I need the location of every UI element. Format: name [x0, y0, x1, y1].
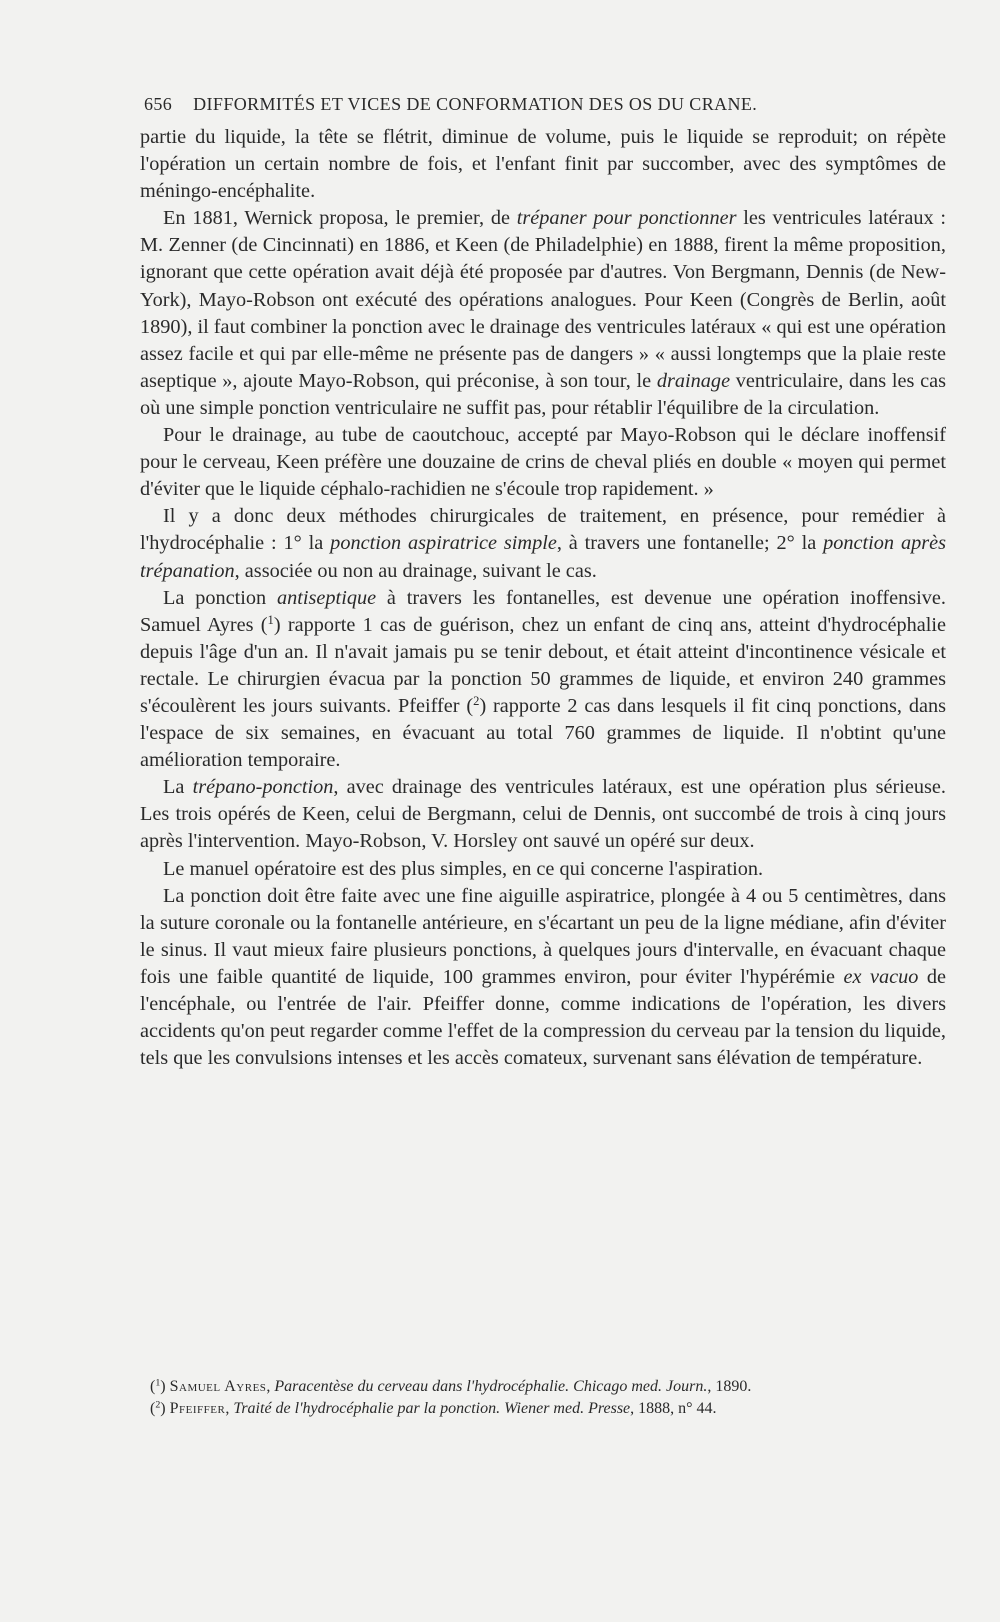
page-number: 656 — [144, 94, 173, 114]
running-title: DIFFORMITÉS ET VICES DE CONFORMATION DES OS DU CRANE. — [193, 94, 758, 114]
footnote-reference[interactable]: 1 — [267, 612, 274, 627]
paragraph-text: les ventricules latéraux : M. Zenner (de Cincinnati) en 1886, et Keen (de Philadelphie) en 1888, firent la même proposition, ignorant que cette opération avait déjà été proposée par d'autres. Von Bergmann, Dennis (de New-York), Mayo-Robson ont exécuté des opérations analogues. Pour Keen (Congrès de Berlin, août 1890), il faut combiner la ponction avec le drainage des ventricules latéraux « qui est une opération assez facile et qui par elle-même ne présente pas de dangers » « aussi longtemps que la plaie reste aseptique », ajoute Mayo-Robson, qui préconise, à son tour, le — [140, 207, 947, 392]
italic-text: trépaner pour ponctionner — [516, 207, 737, 230]
paragraph — [140, 503, 946, 584]
footnotes — [150, 1376, 950, 1420]
italic-text: ex vacuo — [843, 965, 919, 988]
paragraph-text: Le manuel opératoire est des plus simples, en ce qui concerne l'aspiration. — [163, 857, 764, 880]
paragraph-text: partie du liquide, la tête se flétrit, diminue de volume, puis le liquide se reproduit; on répète l'opération un certain nombre de fois, et l'enfant finit par succomber, avec des symptômes de méningo-encéphalite. — [140, 126, 946, 203]
footnote-title: Paracentèse du cerveau dans l'hydrocéphalie. Chicago med. Journ. — [274, 1378, 708, 1395]
paragraph — [140, 585, 946, 775]
footnote-reference[interactable]: 2 — [473, 694, 480, 709]
paragraph-text: Pour le drainage, au tube de caoutchouc, accepté par Mayo-Robson qui le déclare inoffensif pour le cerveau, Keen préfère une douzaine de crins de cheval pliés en double « moyen qui permet d'éviter que le liquide céphalo-rachidien ne s'écoule trop rapidement. » — [140, 424, 946, 501]
footnote: ($^2$) Pfeiffer, Traité de l'hydrocéphalie par la ponction. Wiener med. Presse, 1888, n° 44. — [150, 1399, 717, 1417]
footnote-author: Pfeiffer — [169, 1400, 226, 1417]
paragraph — [140, 205, 946, 422]
paragraph-text: La — [163, 776, 193, 799]
paragraph-text: Il y a donc deux méthodes chirurgicales de traitement, en présence, pour remédier à l'hydrocéphalie : 1° la — [140, 505, 946, 555]
footnote-year: , 1888, n° 44. — [630, 1400, 717, 1417]
paragraph — [140, 883, 946, 1073]
italic-text: ponction après trépanation — [140, 532, 947, 582]
italic-text: antiseptique — [276, 586, 377, 609]
italic-text: drainage — [656, 369, 731, 392]
footnote-author: Samuel Ayres — [169, 1378, 267, 1395]
running-header — [144, 94, 884, 115]
italic-text: ponction aspiratrice simple — [330, 532, 557, 555]
paragraph-text: ) rapporte 2 cas dans lesquels il fit cinq ponctions, dans l'espace de six semaines, en évacuant au total 760 grammes de liquide. Il n'obtint qu'une amélioration temporaire. — [140, 694, 946, 772]
paragraph-text: ) rapporte 1 cas de guérison, chez un enfant de cinq ans, atteint d'hydrocéphalie depuis l'âge d'un an. Il n'avait jamais pu se tenir debout, et était atteint d'incontinence vésicale et rectale. Le chirurgien évacua par la ponction 50 grammes de liquide, et environ 240 grammes s'écoulèrent les jours suivants. Pfeiffer ( — [140, 613, 946, 717]
paragraph-text: , associée ou non au drainage, suivant le cas. — [234, 559, 597, 582]
paragraph-text: La ponction doit être faite avec une fine aiguille aspiratrice, plongée à 4 ou 5 centimètres, dans la suture coronale ou la fontanelle antérieure, en s'écartant un peu de la ligne médiane, afin d'éviter le sinus. Il vaut mieux faire plusieurs ponctions, à quelques jours d'intervalle, en évacuant chaque fois une faible quantité de liquide, 100 grammes environ, pour éviter l'hypérémie — [140, 884, 946, 988]
paragraph — [140, 774, 946, 855]
main-text — [140, 124, 946, 1072]
paragraph — [140, 856, 946, 883]
footnote-year: , 1890. — [707, 1378, 752, 1395]
paragraph-text: , avec drainage des ventricules latéraux, est une opération plus sérieuse. Les trois opérés de Keen, celui de Bergmann, celui de Dennis, ont succombé de trois à cinq jours après l'intervention. Mayo-Robson, V. Horsley ont sauvé un opéré sur deux. — [140, 776, 947, 853]
footnote-mark: 2 — [155, 1399, 161, 1411]
paragraph-text: de l'encéphale, ou l'entrée de l'air. Pfeiffer donne, comme indications de l'opération, les divers accidents qu'on peut regarder comme l'effet de la compression du cerveau par la tension du liquide, tels que les convulsions intenses et les accès comateux, survenant sans élévation de température. — [140, 965, 946, 1070]
paragraph-text: ventriculaire, dans les cas où une simple ponction ventriculaire ne suffit pas, pour rétablir l'équilibre de la circulation. — [140, 369, 946, 419]
footnote: ($^1$) Samuel Ayres, Paracentèse du cerveau dans l'hydrocéphalie. Chicago med. Journ., 1890. — [150, 1377, 752, 1395]
paragraph-text: à travers les fontanelles, est devenue une opération inoffensive. Samuel Ayres ( — [140, 586, 946, 636]
paragraph-text: En 1881, Wernick proposa, le premier, de — [163, 207, 517, 230]
paragraph-text: , à travers une fontanelle; 2° la — [556, 532, 824, 555]
footnote-title: Traité de l'hydrocéphalie par la ponction. Wiener med. Presse — [233, 1400, 631, 1417]
paragraph — [140, 124, 946, 205]
footnote-mark: 1 — [155, 1377, 161, 1389]
italic-text: trépano-ponction — [192, 776, 334, 799]
paragraph-text: La ponction — [163, 586, 277, 609]
paragraph — [140, 422, 946, 503]
